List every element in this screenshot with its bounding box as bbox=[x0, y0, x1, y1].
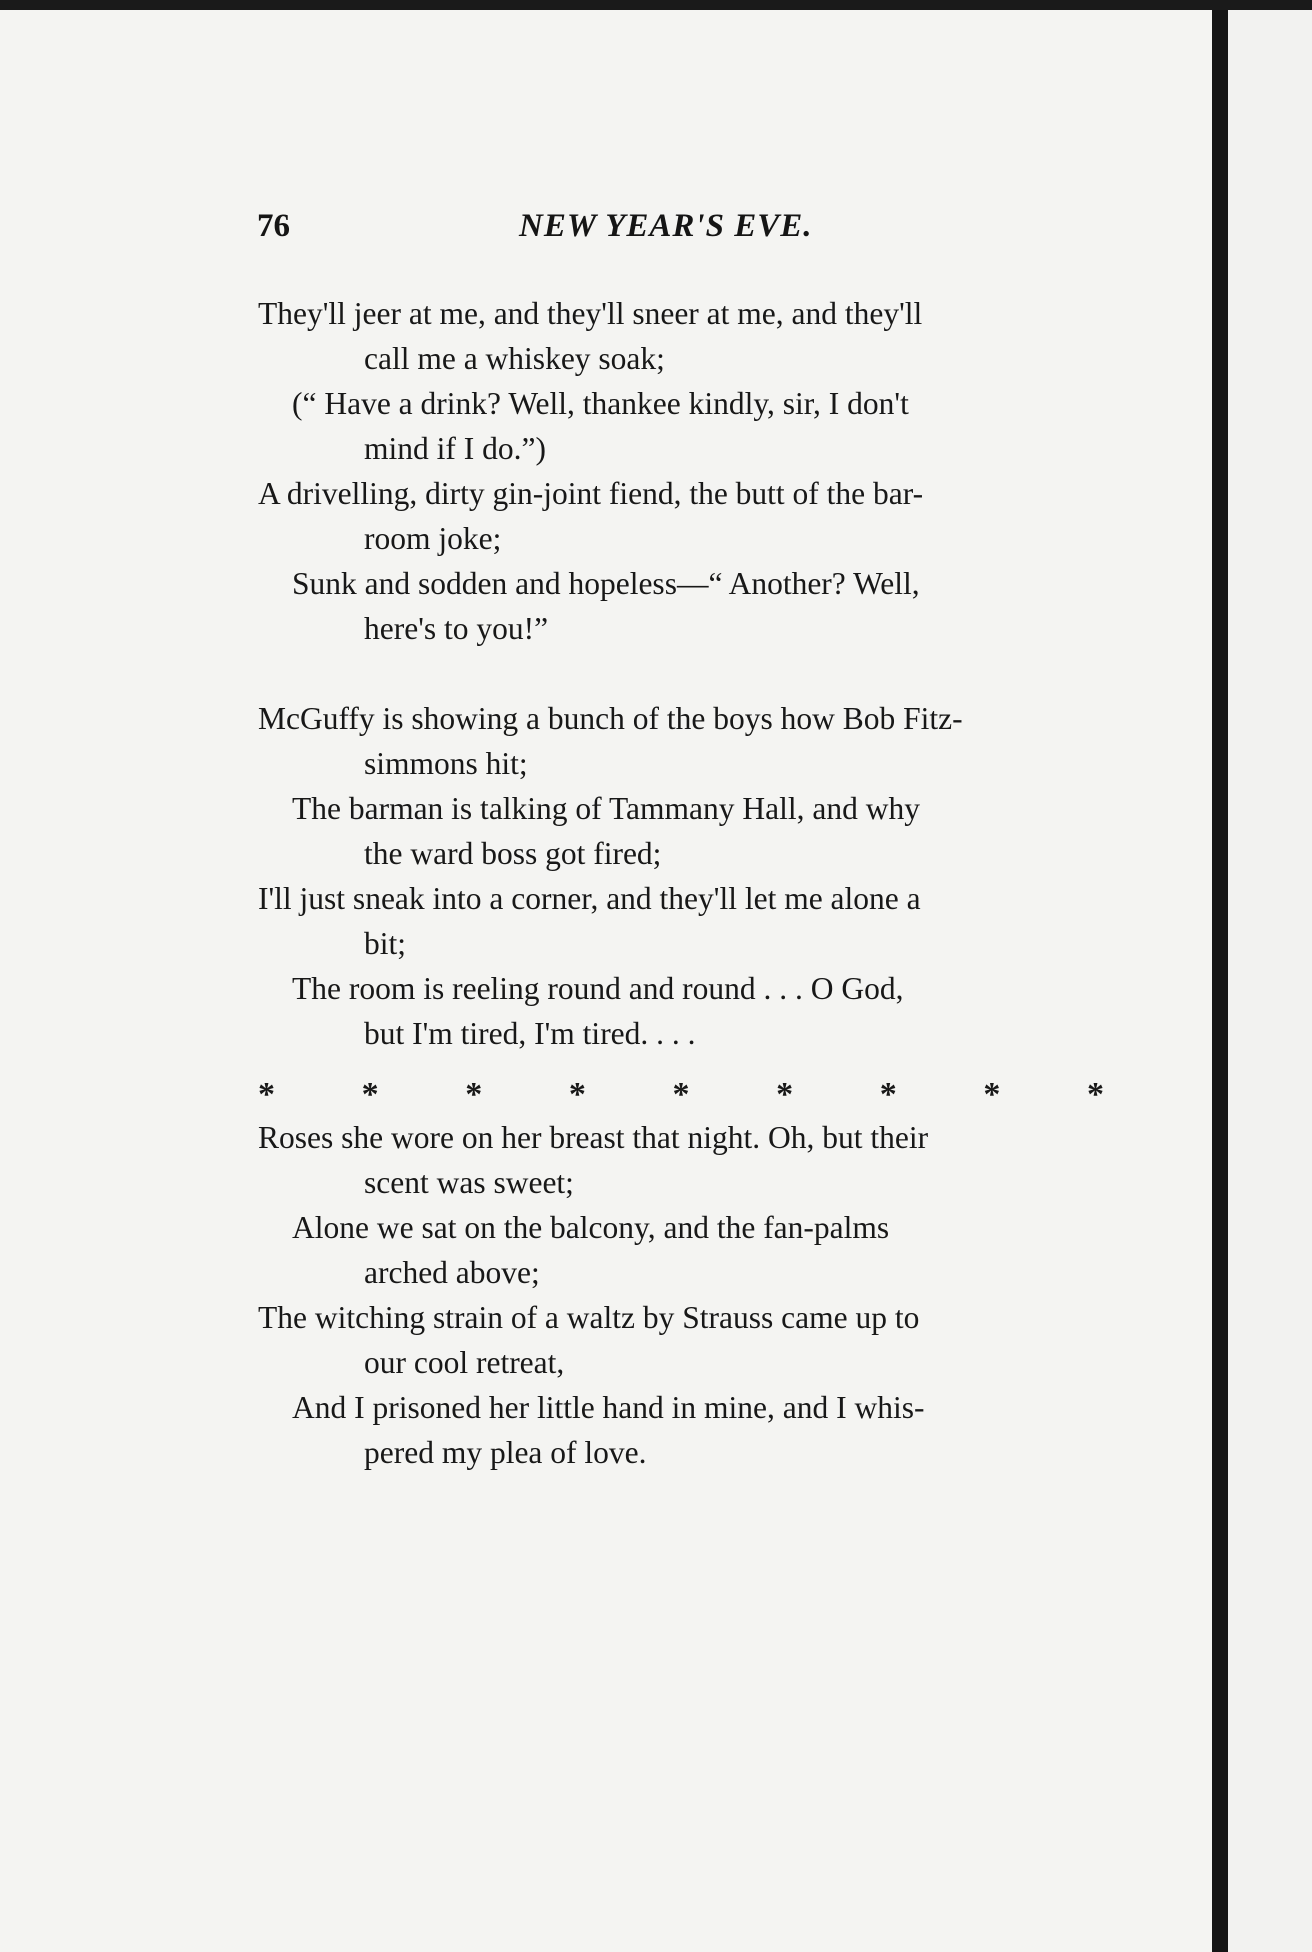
verse-line-continuation: room joke; bbox=[364, 521, 502, 556]
separator-asterisk: * bbox=[258, 1076, 275, 1113]
section-separator bbox=[258, 1076, 1104, 1114]
separator-asterisk: * bbox=[568, 1076, 586, 1113]
separator-asterisk: * bbox=[361, 1076, 379, 1113]
verse-line-continuation: but I'm tired, I'm tired. . . . bbox=[364, 1016, 696, 1051]
verse-line: I'll just sneak into a corner, and they'll let me alone a bbox=[258, 881, 921, 916]
book-spine bbox=[1212, 10, 1228, 1952]
verse-line-continuation: mind if I do.”) bbox=[364, 431, 546, 466]
verse-line-continuation: scent was sweet; bbox=[364, 1165, 574, 1200]
separator-asterisk: * bbox=[879, 1076, 897, 1113]
verse-line: McGuffy is showing a bunch of the boys how Bob Fitz- bbox=[258, 701, 963, 736]
verse-line: They'll jeer at me, and they'll sneer at me, and they'll bbox=[258, 296, 923, 331]
verse-line: (“ Have a drink? Well, thankee kindly, sir, I don't bbox=[292, 386, 909, 421]
verse-line-continuation: pered my plea of love. bbox=[364, 1435, 647, 1470]
scan-top-edge bbox=[0, 0, 1312, 10]
verse-line: Sunk and sodden and hopeless—“ Another? Well, bbox=[292, 566, 920, 601]
verse-line: The witching strain of a waltz by Strauss came up to bbox=[258, 1300, 920, 1335]
separator-asterisk: * bbox=[465, 1076, 483, 1113]
verse-line: And I prisoned her little hand in mine, and I whis- bbox=[292, 1390, 925, 1425]
separator-asterisk: * bbox=[983, 1076, 1001, 1113]
verse-line-continuation: simmons hit; bbox=[364, 746, 528, 781]
separator-asterisk: * bbox=[776, 1076, 794, 1113]
facing-page-edge bbox=[1228, 10, 1312, 1952]
verse-line-continuation: call me a whiskey soak; bbox=[364, 341, 665, 376]
verse-line-continuation: bit; bbox=[364, 926, 407, 961]
separator-asterisk: * bbox=[672, 1076, 690, 1113]
verse-line: Roses she wore on her breast that night. Oh, but their bbox=[258, 1120, 929, 1155]
verse-line-continuation: our cool retreat, bbox=[364, 1345, 565, 1380]
verse-line: The barman is talking of Tammany Hall, and why bbox=[292, 791, 920, 826]
verse-line: Alone we sat on the balcony, and the fan-palms bbox=[292, 1210, 890, 1245]
verse-line-continuation: here's to you!” bbox=[364, 611, 549, 646]
running-title: NEW YEAR'S EVE. bbox=[519, 208, 813, 244]
page-header bbox=[257, 208, 1103, 248]
separator-asterisk: * bbox=[1087, 1076, 1104, 1113]
verse-line-continuation: the ward boss got fired; bbox=[364, 836, 662, 871]
page-number: 76 bbox=[257, 208, 290, 244]
verse-line: The room is reeling round and round . . . O God, bbox=[292, 971, 904, 1006]
verse-line: A drivelling, dirty gin-joint fiend, the butt of the bar- bbox=[258, 476, 924, 511]
verse-line-continuation: arched above; bbox=[364, 1255, 540, 1290]
